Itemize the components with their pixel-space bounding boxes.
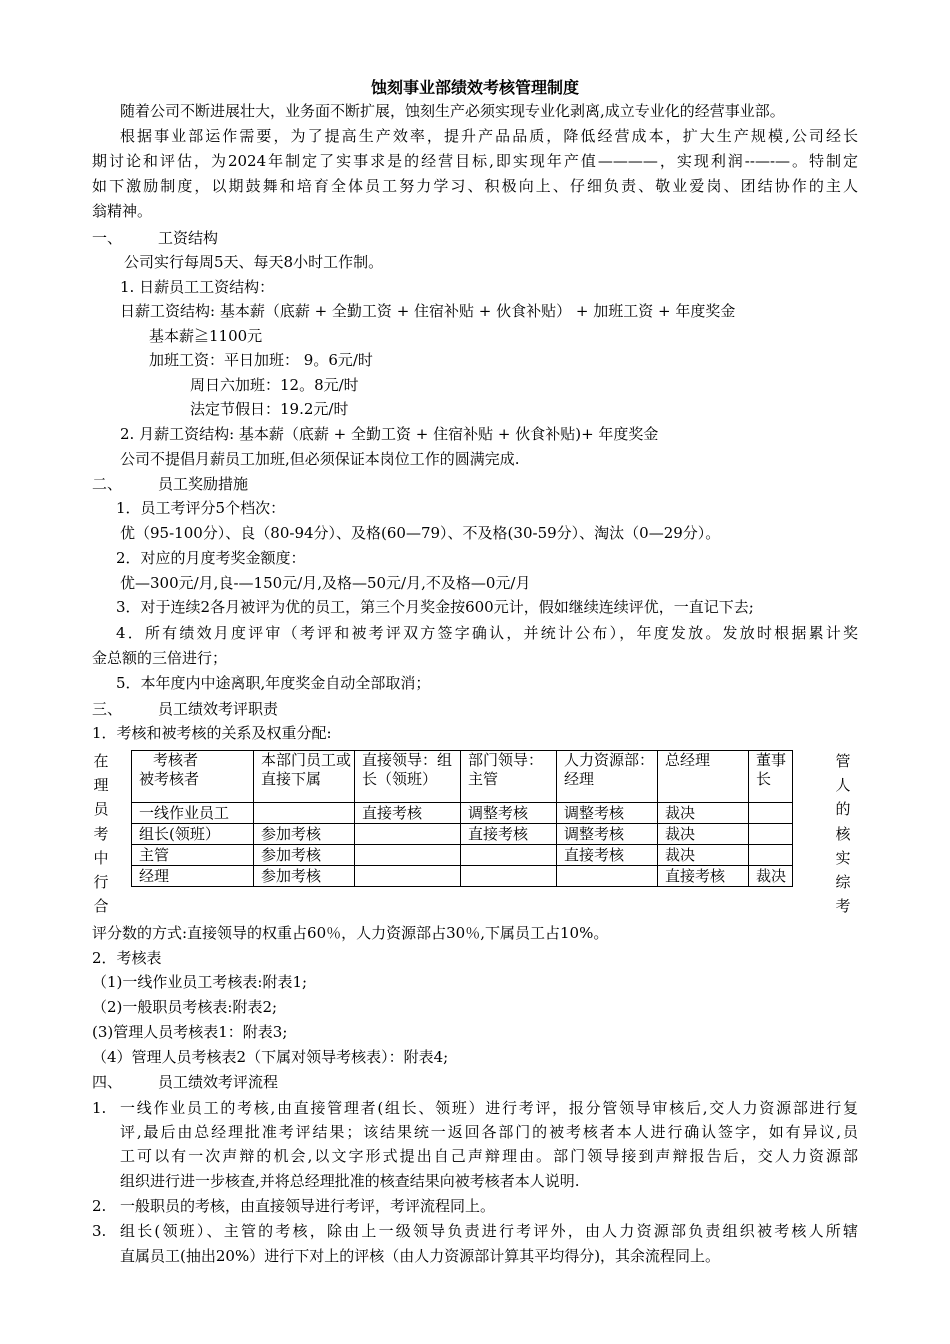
section-1-line: 公司实行每周5天、每天8小时工作制。: [124, 253, 384, 271]
table-cell: 直接考核: [557, 845, 658, 866]
header-cell: 直接领导：组长（领班）: [355, 751, 461, 803]
section-3-line: （4）管理人员考核表2（下属对领导考核表）：附表4;: [92, 1048, 449, 1066]
section-1-subheading-2: 2. 月薪工资结构: 基本薪（底薪 + 全勤工资 + 住宿补贴 + 伙食补贴)+ 年度奖金: [120, 425, 659, 443]
table-cell: [749, 824, 793, 845]
table-cell: 一线作业员工: [132, 803, 254, 824]
vertical-char: 在: [93, 752, 109, 770]
section-1-number: 一、: [92, 229, 123, 247]
table-cell: 直接考核: [461, 824, 557, 845]
table-cell: 参加考核: [254, 845, 355, 866]
right-vertical-text: [834, 749, 852, 918]
vertical-char: 中: [93, 848, 109, 867]
table-cell: 组长(领班）: [132, 824, 254, 845]
section-2-line: 优（95-100分）、良（80-94分）、及格(60—79）、不及格(30-59分）、淘汰（0—29分）。: [120, 524, 721, 542]
table-header-row: [132, 751, 793, 803]
table-row: [132, 845, 793, 866]
vertical-char: 行: [93, 873, 109, 892]
table-cell: [749, 803, 793, 824]
section-1-line: 周日六加班：12。8元/时: [190, 376, 359, 394]
section-2-line: 2．对应的月度考奖金额度：: [116, 549, 306, 567]
table-cell: 裁决: [658, 824, 749, 845]
section-3-line: （2)一般职员考核表:附表2;: [92, 998, 278, 1016]
table-cell: 裁决: [658, 803, 749, 824]
vertical-char: 人: [835, 776, 851, 795]
table-cell: 直接考核: [355, 803, 461, 824]
vertical-char: 管: [835, 752, 851, 770]
table-cell: 调整考核: [557, 803, 658, 824]
table-cell: [355, 845, 461, 866]
list-item-line: 工可以有一次声辩的机会,以文字形式提出自己声辩理由。部门领导接到声辩报告后，交人力资源部: [120, 1147, 858, 1165]
header-cell: 部门领导：主管: [461, 751, 557, 803]
table-cell: [461, 866, 557, 887]
list-item-line: 评,最后由总经理批准考评结果；该结果统一返回各部门的被考核者本人进行确认签字，如有异议,员: [120, 1123, 858, 1141]
assessment-relation-table: [131, 750, 793, 887]
section-3-line: 评分数的方式:直接领导的权重占60％，人力资源部占30％,下属员工占10%。: [92, 924, 609, 942]
section-2-line: 优—300元/月,良-—150元/月,及格—50元/月,不及格—0元/月: [120, 574, 531, 592]
section-4-number: 四、: [92, 1073, 123, 1091]
header-cell-diagonal: [132, 751, 254, 803]
table-row: [132, 824, 793, 845]
header-cell: 人力资源部：经理: [557, 751, 658, 803]
intro-paragraph-1: 随着公司不断进展壮大，业务面不断扩展，蚀刻生产必须实现专业化剥离,成立专业化的经营事业部。: [120, 102, 785, 120]
table-cell: 主管: [132, 845, 254, 866]
table-cell: [355, 866, 461, 887]
vertical-char: 理: [93, 776, 109, 795]
intro-paragraph-2-line-4: 翁精神。: [92, 202, 153, 220]
section-1-heading: 工资结构: [158, 229, 219, 247]
document-title: 蚀刻事业部绩效考核管理制度: [370, 78, 579, 97]
vertical-char: 的: [835, 800, 851, 819]
vertical-char: 实: [835, 848, 851, 867]
vertical-char: 综: [835, 873, 851, 892]
table-cell: [254, 803, 355, 824]
list-item-number: 1.: [92, 1099, 107, 1117]
table-cell: [749, 845, 793, 866]
section-3-heading: 员工绩效考评职责: [158, 700, 279, 718]
intro-paragraph-2-line-1: 根据事业部运作需要，为了提高生产效率，提升产品品质，降低经营成本，扩大生产规模,公司经长: [120, 127, 858, 145]
section-2-line: 5．本年度内中途离职,年度奖金自动全部取消；: [116, 674, 431, 692]
section-1-subheading-1: 1. 日薪员工工资结构：: [120, 278, 275, 296]
left-vertical-text: [92, 749, 110, 918]
table-cell: 经理: [132, 866, 254, 887]
section-3-line: 1．考核和被考核的关系及权重分配:: [92, 724, 332, 742]
section-2-number: 二、: [92, 475, 123, 493]
table-cell: 裁决: [749, 866, 793, 887]
section-3-line: (3)管理人员考核表1：附表3;: [92, 1023, 288, 1041]
table-cell: 调整考核: [461, 803, 557, 824]
table-cell: 参加考核: [254, 866, 355, 887]
list-item-number: 2.: [92, 1197, 107, 1215]
vertical-char: 考: [835, 897, 851, 916]
list-item-line: 组长(领班）、主管的考核，除由上一级领导负责进行考评外，由人力资源部负责组织被考核人所辖: [120, 1222, 858, 1240]
list-item-line: 直属员工(抽出20%）进行下对上的评核（由人力资源部计算其平均得分)，其余流程同上。: [120, 1247, 721, 1265]
table-cell: [355, 824, 461, 845]
vertical-char: 合: [93, 897, 109, 916]
header-cell: 董事长: [749, 751, 793, 803]
section-2-line: 1．员工考评分5个档次：: [116, 499, 286, 517]
table-cell: [461, 845, 557, 866]
section-1-line: 基本薪≧1100元: [149, 327, 263, 345]
section-1-line: 公司不提倡月薪员工加班,但必须保证本岗位工作的圆满完成.: [120, 450, 520, 468]
header-assessee-label: 被考核者: [139, 770, 200, 788]
section-4-heading: 员工绩效考评流程: [158, 1073, 279, 1091]
list-item-line: 一般职员的考核，由直接领导进行考评，考评流程同上。: [120, 1197, 496, 1215]
section-1-line: 日薪工资结构: 基本薪（底薪 + 全勤工资 + 住宿补贴 + 伙食补贴） + 加班工资 + 年度奖金: [120, 302, 736, 320]
table-row: [132, 866, 793, 887]
header-assessor-label: 考核者: [153, 751, 199, 769]
table-cell: 参加考核: [254, 824, 355, 845]
table-cell: 直接考核: [658, 866, 749, 887]
header-cell: 本部门员工或直接下属: [254, 751, 355, 803]
list-item-number: 3.: [92, 1222, 107, 1240]
section-1-line: 法定节假日：19.2元/时: [190, 400, 349, 418]
list-item-line: 组织进行进一步核查,并将总经理批准的核查结果向被考核者本人说明.: [120, 1172, 580, 1190]
header-cell: 总经理: [658, 751, 749, 803]
list-item-line: 一线作业员工的考核,由直接管理者(组长、领班）进行考评，报分管领导审核后,交人力资源部进行复: [120, 1099, 858, 1117]
table-row: [132, 803, 793, 824]
table-cell: [557, 866, 658, 887]
section-3-number: 三、: [92, 700, 123, 718]
table-cell: 调整考核: [557, 824, 658, 845]
section-2-line: 金总额的三倍进行；: [92, 649, 228, 667]
section-3-line: （1)一线作业员工考核表:附表1;: [92, 973, 308, 991]
section-2-heading: 员工奖励措施: [158, 475, 249, 493]
vertical-char: 员: [93, 800, 109, 819]
intro-paragraph-2-line-3: 如下激励制度，以期鼓舞和培育全体员工努力学习、积极向上、仔细负责、敬业爱岗、团结协作的主人: [92, 177, 858, 195]
table-cell: 裁决: [658, 845, 749, 866]
section-2-line: 3．对于连续2各月被评为优的员工，第三个月奖金按600元计，假如继续连续评优，一直记下去;: [116, 598, 754, 616]
section-1-line: 加班工资：平日加班： 9。6元/时: [149, 351, 373, 369]
vertical-char: 核: [835, 824, 851, 843]
intro-paragraph-2-line-2: 期讨论和评估，为2024年制定了实事求是的经营目标,即实现年产值————，实现利润--—-—。特制定: [92, 152, 858, 170]
section-3-line: 2．考核表: [92, 949, 162, 967]
section-2-line: 4．所有绩效月度评审（考评和被考评双方签字确认，并统计公布），年度发放。发放时根据累计奖: [116, 624, 858, 642]
vertical-char: 考: [93, 824, 109, 843]
